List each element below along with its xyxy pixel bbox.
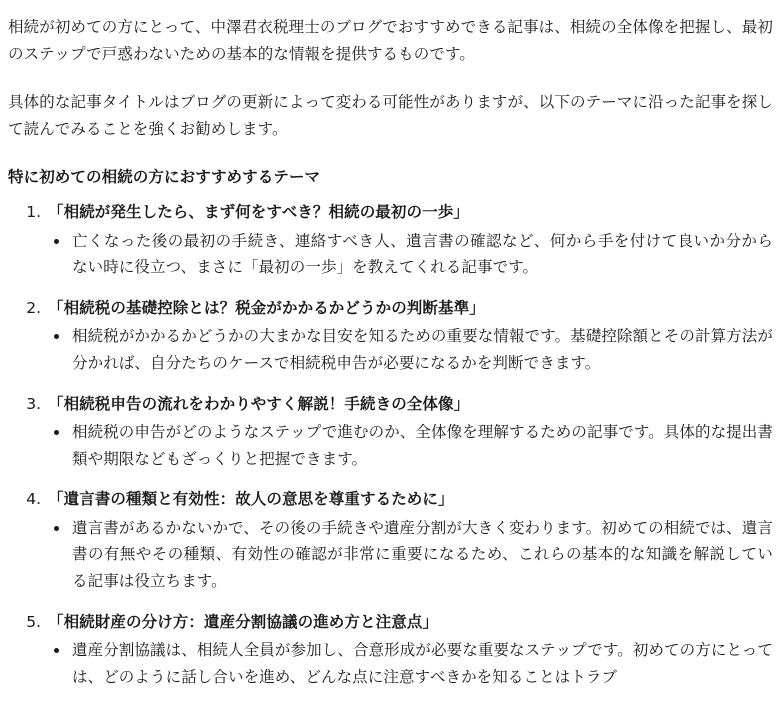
topic-detail-list — [46, 637, 773, 690]
list-item — [46, 391, 773, 473]
recommended-topics-list — [8, 199, 773, 690]
topic-detail: • 遺産分割協議は、相続人全員が参加し、合意形成が必要な重要なステップです。初めての方にとっては、どのように話し合いを進め、どんな点に注意すべきかを知ることはトラブ — [72, 641, 773, 686]
list-item — [70, 419, 773, 472]
topic-detail: • 相続税の申告がどのようなステップで進むのか、全体像を理解するための記事です。具体的な提出書類や期限などもざっくりと把握できます。 — [72, 423, 773, 468]
topic-title: 4. 「遺言書の種類と有効性：故人の意思を尊重するために」 — [48, 490, 454, 509]
section-heading: 特に初めての相続の方におすすめするテーマ — [8, 167, 321, 186]
list-item — [46, 199, 773, 281]
list-item — [46, 609, 773, 691]
topic-title: 5. 「相続財産の分け方：遺産分割協議の進め方と注意点」 — [48, 612, 439, 631]
intro-paragraph-1: 相続が初めての方にとって、中澤君衣税理士のブログでおすすめできる記事は、相続の全体像を把握し、最初のステップで戸惑わないための基本的な情報を提供するものです。 — [8, 18, 773, 63]
topic-detail-list — [46, 323, 773, 376]
list-item — [70, 637, 773, 690]
topic-detail-list — [46, 419, 773, 472]
topic-detail: • 相続税がかかるかどうかの大まかな目安を知るための重要な情報です。基礎控除額とその計算方法が分かれば、自分たちのケースで相続税申告が必要になるかを判断できます。 — [72, 327, 773, 373]
topic-title: 3. 「相続税申告の流れをわかりやすく解説！手続きの全体像」 — [48, 394, 470, 413]
list-item — [70, 323, 773, 376]
topic-detail: • 遺言書があるかないかで、その後の手続きや遺産分割が大きく変わります。初めての相続では、遺言書の有無やその種類、有効性の確認が非常に重要になるため、これらの基本的な知識を解説している記事は役立ちます。 — [72, 518, 773, 591]
topic-detail: • 亡くなった後の最初の手続き、連絡すべき人、遺言書の確認など、何から手を付けて良いか分からない時に役立つ、まさに「最初の一歩」を教えてくれる記事です。 — [72, 231, 773, 277]
list-item — [70, 515, 773, 595]
list-item — [46, 486, 773, 594]
list-item — [46, 295, 773, 377]
list-item — [70, 228, 773, 281]
topic-title: 2. 「相続税の基礎控除とは？税金がかかるかどうかの判断基準」 — [48, 299, 485, 318]
topic-title: 1. 「相続が発生したら、まず何をすべき？相続の最初の一歩」 — [48, 203, 469, 222]
topic-detail-list — [46, 515, 773, 595]
topic-detail-list — [46, 228, 773, 281]
intro-paragraph-2: 具体的な記事タイトルはブログの更新によって変わる可能性がありますが、以下のテーマに沿った記事を探して読んでみることを強くお勧めします。 — [8, 93, 773, 138]
